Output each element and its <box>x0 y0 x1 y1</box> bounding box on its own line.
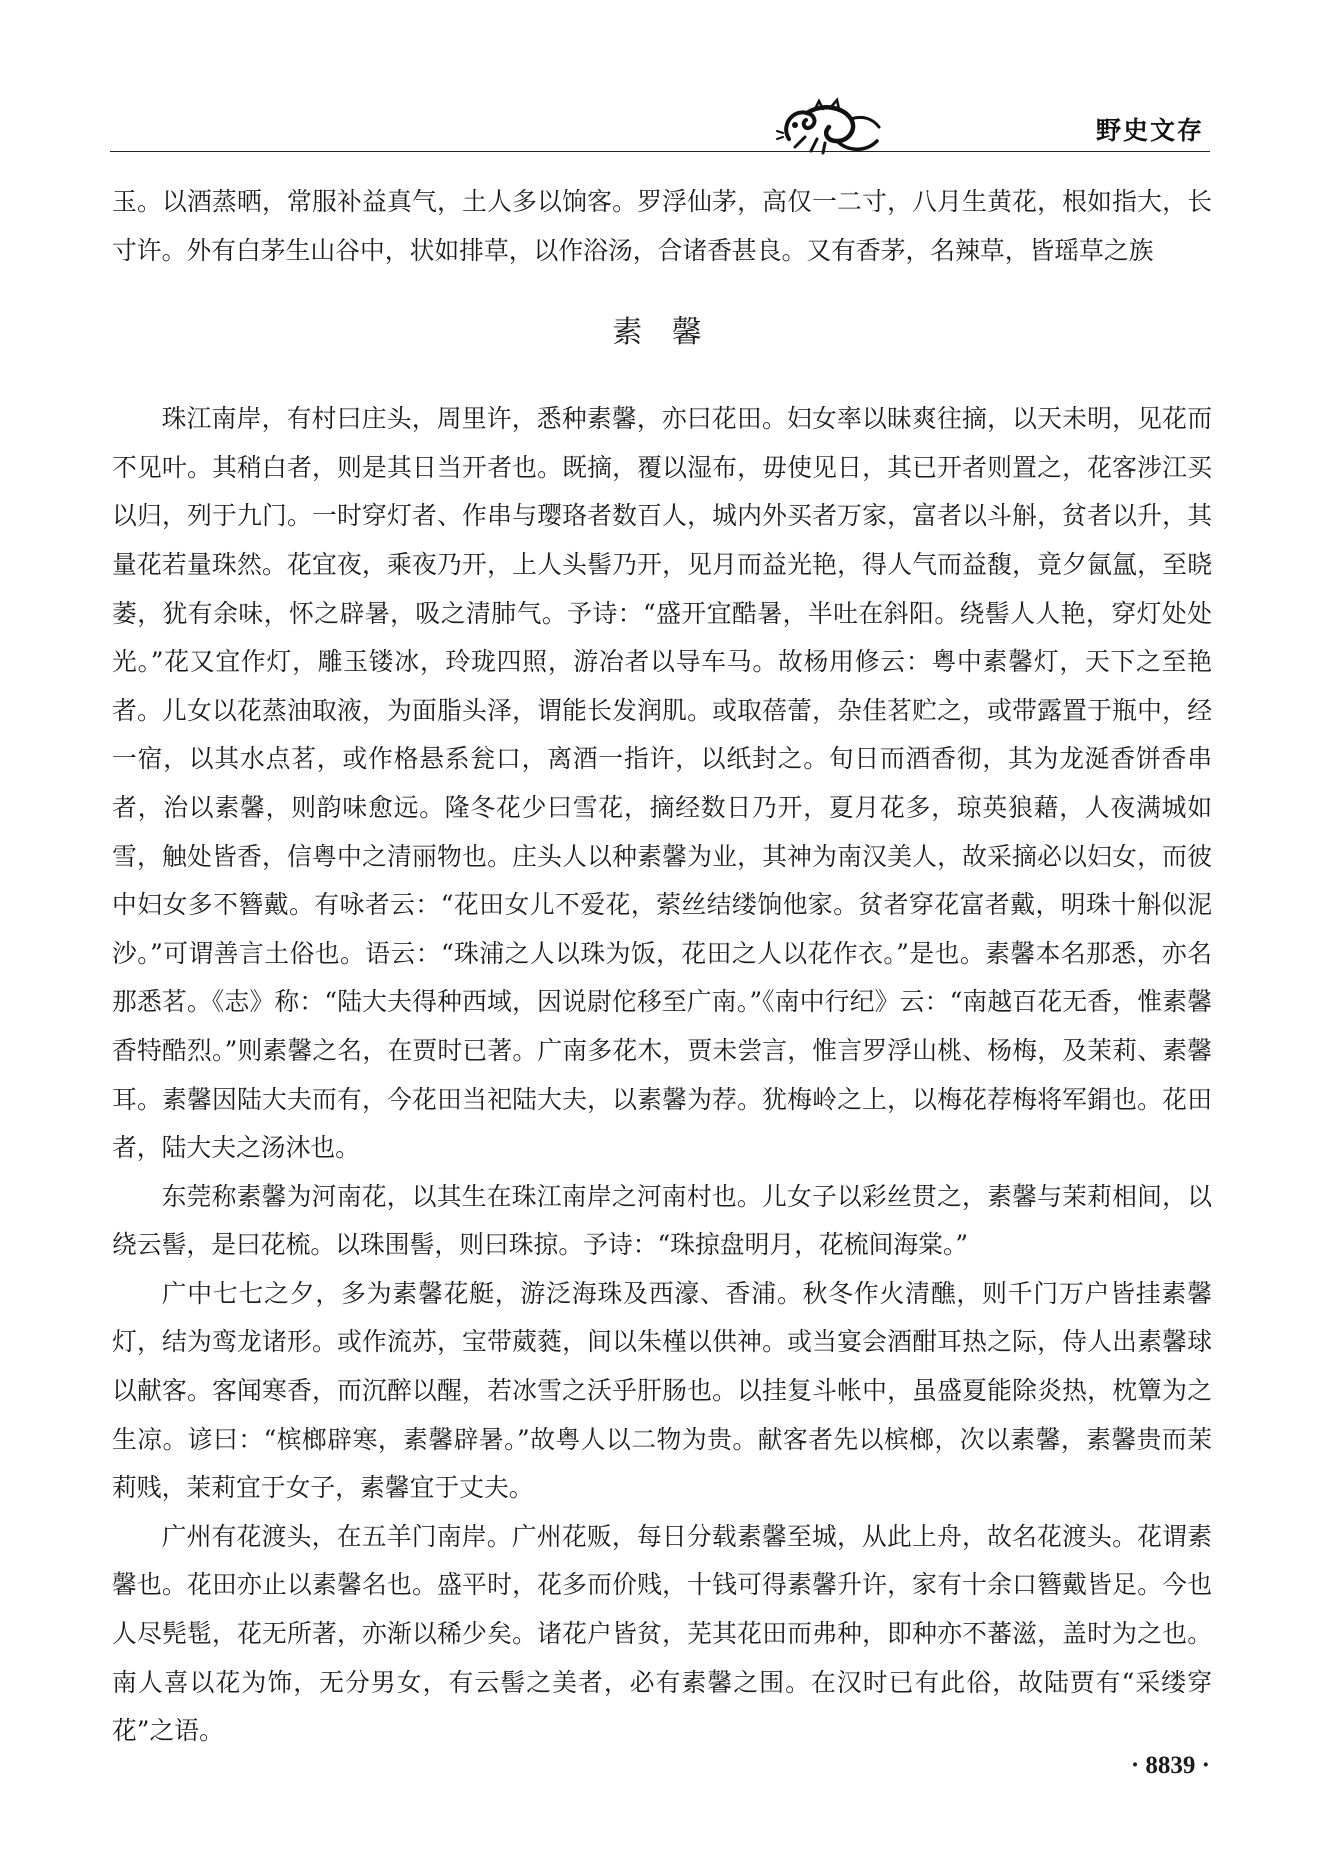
body-paragraph: 广中七七之夕，多为素馨花艇，游泛海珠及西濠、香浦。秋冬作火清醮，则千门万户皆挂素馨灯，结为鸾龙诸形。或作流苏，宝带葳蕤，间以朱槿以供神。或当宴会酒酣耳热之际，侍人出素馨球以献客。客闻寒香，而沉醉以醒，若冰雪之沃乎肝肠也。以挂复斗帐中，虽盛夏能除炎热，枕簟为之生凉。谚曰：“槟榔辟寒，素馨辟暑。”故粤人以二物为贵。献客者先以槟榔，次以素馨，素馨贵而茉莉贱，茉莉宜于女子，素馨宜于丈夫。 <box>112 1278 1212 1503</box>
dragon-emblem-icon <box>775 97 887 159</box>
body-paragraph: 珠江南岸，有村曰庄头，周里许，悉种素馨，亦曰花田。妇女率以昧爽往摘，以天未明，见花而不见叶。其稍白者，则是其日当开者也。既摘，覆以湿布，毋使见日，其已开者则置之，花客涉江买以归，列于九门。一时穿灯者、作串与璎珞者数百人，城内外买者万家，富者以斗斛，贫者以升，其量花若量珠然。花宜夜，乘夜乃开，上人头髻乃开，见月而益光艳，得人气而益馥，竟夕氤氲，至晓萎，犹有余味，怀之辟暑，吸之清肺气。予诗：“盛开宜酷暑，半吐在斜阳。绕髻人人艳，穿灯处处光。”花又宜作灯，雕玉镂冰，玲珑四照，游冶者以导车马。故杨用修云：粤中素馨灯，天下之至艳者。儿女以花蒸油取液，为面脂头泽，谓能长发润肌。或取蓓蕾，杂佳茗贮之，或带露置于瓶中，经一宿，以其水点茗，或作格悬系瓮口，离酒一指许，以纸封之。旬日而酒香彻，其为龙涎香饼香串者，治以素馨，则韵味愈远。隆冬花少曰雪花，摘经数日乃开，夏月花多，琼英狼藉，人夜满城如雪，触处皆香，信粤中之清丽物也。庄头人以种素馨为业，其神为南汉美人，故采摘必以妇女，而彼中妇女多不簪戴。有咏者云：“花田女儿不爱花，萦丝结缕饷他家。贫者穿花富者戴，明珠十斛似泥沙。”可谓善言土俗也。语云：“珠浦之人以珠为饭，花田之人以花作衣。”是也。素馨本名那悉，亦名那悉茗。《志》称：“陆大夫得种西域，因说尉佗移至广南。”《南中行纪》云：“南越百花无香，惟素馨香特酷烈。”则素馨之名，在贾时已著。广南多花木，贾未尝言，惟言罗浮山桃、杨梅，及茉莉、素馨耳。素馨因陆大夫而有，今花田当祀陆大夫，以素馨为荐。犹梅岭之上，以梅花荐梅将军鋗也。花田者，陆大夫之汤沐也。 <box>112 404 1212 1163</box>
opening-paragraph: 玉。以酒蒸晒，常服补益真气，土人多以饷客。罗浮仙茅，高仅一二寸，八月生黄花，根如指大，长寸许。外有白茅生山谷中，状如排草，以作浴汤，合诸香甚良。又有香茅，名辣草，皆瑶草之族 <box>112 187 1212 265</box>
body-paragraph: 东莞称素馨为河南花，以其生在珠江南岸之河南村也。儿女子以彩丝贯之，素馨与茉莉相间，以绕云髻，是曰花梳。以珠围髻，则曰珠掠。予诗：“珠掠盘明月，花梳间海棠。” <box>112 1181 1212 1260</box>
book-title: 野史文存 <box>1095 116 1204 145</box>
page-header <box>110 95 1210 165</box>
header-divider <box>110 151 1210 152</box>
section-title: 素 馨 <box>612 315 712 351</box>
article-body <box>112 178 1212 1756</box>
page-number: · 8839 · <box>1130 1752 1210 1779</box>
body-paragraph: 广州有花渡头，在五羊门南岸。广州花贩，每日分载素馨至城，从此上舟，故名花渡头。花谓素馨也。花田亦止以素馨名也。盛平时，花多而价贱，十钱可得素馨升许，家有十余口簪戴皆足。今也人尽髡髢，花无所著，亦渐以稀少矣。诸花户皆贫，芜其花田而弗种，即种亦不蕃滋，盖时为之也。南人喜以花为饰，无分男女，有云髻之美者，必有素馨之围。在汉时已有此俗，故陆贾有“采缕穿花”之语。 <box>112 1521 1212 1746</box>
